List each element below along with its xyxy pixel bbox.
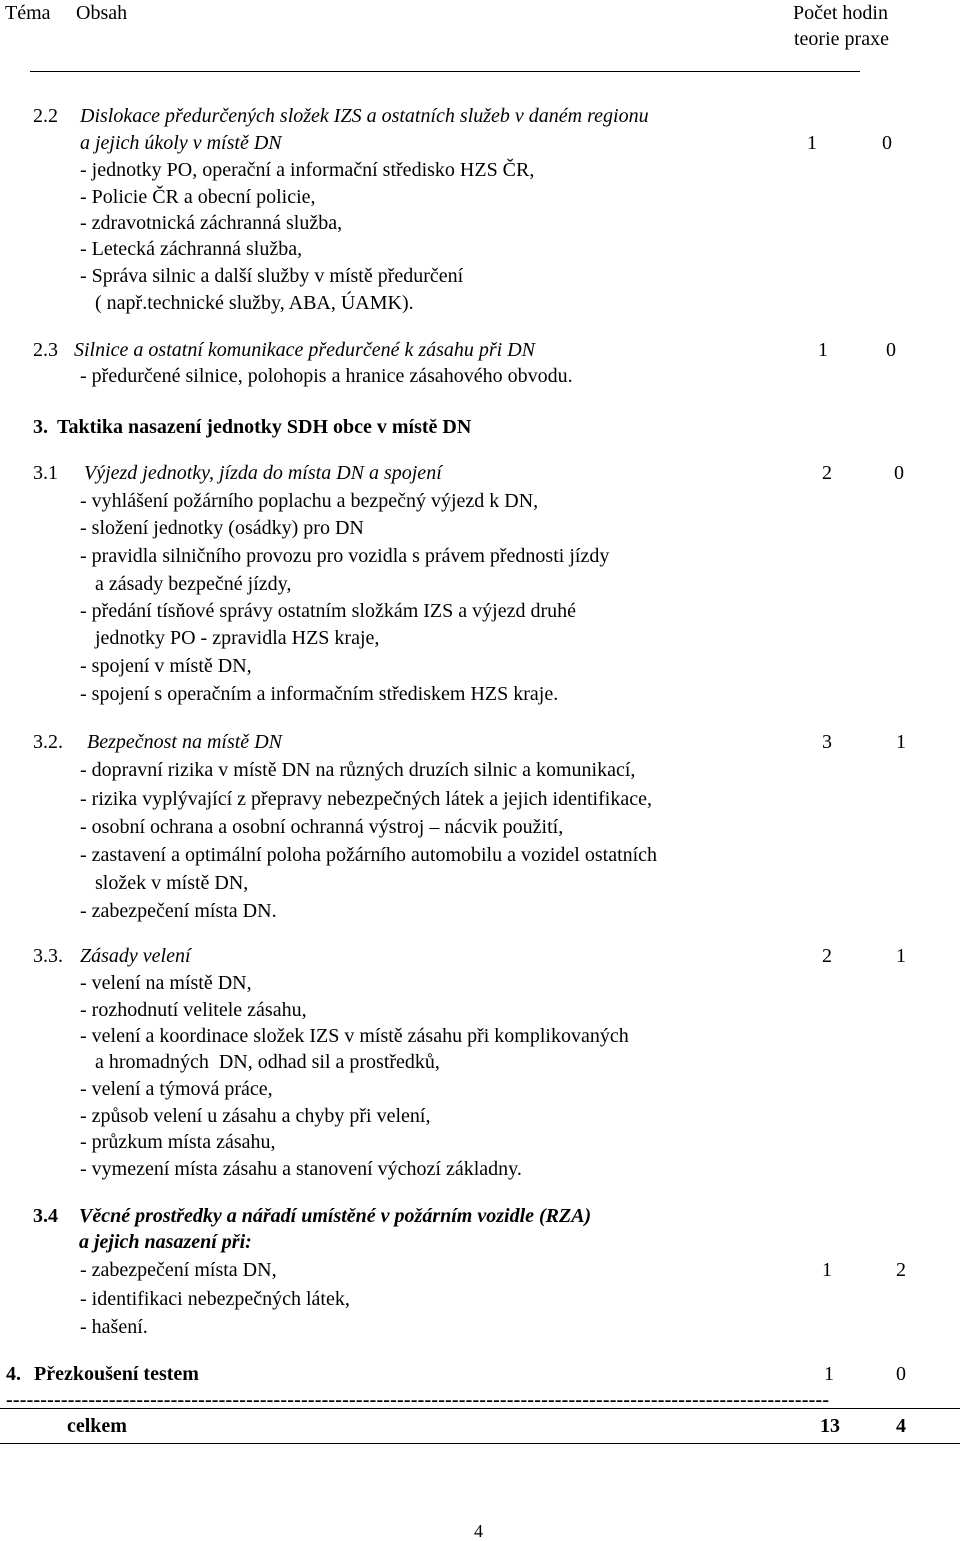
section-3-4-theory-hours: 1 [822,1259,832,1281]
list-item: - průzkum místa zásahu, [80,1131,276,1153]
list-item: - vymezení místa zásahu a stanovení výchozí základny. [80,1158,522,1180]
list-item: - velení na místě DN, [80,972,252,994]
list-item: ( např.technické služby, ABA, ÚAMK). [80,292,414,314]
list-item: - rozhodnutí velitele zásahu, [80,999,307,1021]
section-2-3-title: Silnice a ostatní komunikace předurčené k zásahu při DN [74,339,536,361]
total-theory-hours: 13 [820,1415,840,1437]
total-bottom-rule [0,1443,960,1444]
list-item: - velení a týmová práce, [80,1078,273,1100]
total-practice-hours: 4 [896,1415,906,1437]
section-3-1-theory-hours: 2 [822,462,832,484]
section-4-number: 4. [6,1363,21,1385]
list-item: - způsob velení u zásahu a chyby při velení, [80,1105,431,1127]
list-item: - zastavení a optimální poloha požárního automobilu a vozidel ostatních [80,844,658,866]
list-item: - spojení s operačním a informačním střediskem HZS kraje. [80,683,559,705]
section-4-practice-hours: 0 [896,1363,906,1385]
total-top-rule [0,1408,960,1409]
column-header-theory-practice: teorie praxe [794,28,889,50]
list-item: - zabezpečení místa DN, [80,1259,277,1281]
list-item: - hašení. [80,1316,148,1338]
section-2-2-title-line1: Dislokace předurčených složek IZS a ostatních služeb v daném regionu [80,105,649,127]
list-item: - předání tísňové správy ostatním složkám IZS a výjezd druhé [80,600,576,622]
column-header-hours: Počet hodin [793,2,888,24]
list-item: - vyhlášení požárního poplachu a bezpečný výjezd k DN, [80,490,539,512]
list-item: - pravidla silničního provozu pro vozidla s právem přednosti jízdy [80,545,610,567]
total-label: celkem [67,1415,127,1437]
section-3-1-title: Výjezd jednotky, jízda do místa DN a spojení [84,462,442,484]
section-3-number: 3. [33,416,48,438]
page-number: 4 [474,1521,483,1541]
section-3-1-practice-hours: 0 [894,462,904,484]
section-3-2-number: 3.2. [33,731,63,753]
section-3-3-practice-hours: 1 [896,945,906,967]
section-2-2-practice-hours: 0 [882,132,892,154]
list-item: - spojení v místě DN, [80,655,252,677]
section-3-2-theory-hours: 3 [822,731,832,753]
list-item: - zabezpečení místa DN. [80,900,277,922]
list-item: a hromadných DN, odhad sil a prostředků, [80,1051,440,1073]
section-2-3-number: 2.3 [33,339,58,361]
section-3-4-title-line1: Věcné prostředky a nářadí umístěné v požárním vozidle (RZA) [79,1205,592,1227]
section-2-2-number: 2.2 [33,105,58,127]
list-item: - Letecká záchranná služba, [80,238,303,260]
dashed-separator: ------------------------------------------------------------------------------------------------------------------------ [6,1390,830,1410]
list-item: a zásady bezpečné jízdy, [80,573,292,595]
list-item: - osobní ochrana a osobní ochranná výstroj – nácvik použití, [80,816,564,838]
section-4-theory-hours: 1 [824,1363,834,1385]
header-rule [30,71,860,72]
section-2-3-practice-hours: 0 [886,339,896,361]
section-2-3-theory-hours: 1 [818,339,828,361]
section-3-4-title-line2: a jejich nasazení při: [79,1231,252,1253]
list-item: složek v místě DN, [80,872,249,894]
list-item: jednotky PO - zpravidla HZS kraje, [80,627,380,649]
section-4-title: Přezkoušení testem [34,1363,199,1385]
column-header-tema: Téma [5,2,51,24]
section-3-3-title: Zásady velení [80,945,191,967]
list-item: - velení a koordinace složek IZS v místě zásahu při komplikovaných [80,1025,629,1047]
section-2-2-title-line2: a jejich úkoly v místě DN [80,132,282,154]
section-3-3-number: 3.3. [33,945,63,967]
list-item: - Správa silnic a další služby v místě předurčení [80,265,464,287]
list-item: - Policie ČR a obecní policie, [80,186,316,208]
section-3-3-theory-hours: 2 [822,945,832,967]
list-item: - rizika vyplývající z přepravy nebezpečných látek a jejich identifikace, [80,788,652,810]
list-item: - dopravní rizika v místě DN na různých druzích silnic a komunikací, [80,759,636,781]
section-2-2-theory-hours: 1 [807,132,817,154]
section-3-2-practice-hours: 1 [896,731,906,753]
section-3-1-number: 3.1 [33,462,58,484]
section-3-title: Taktika nasazení jednotky SDH obce v místě DN [57,416,472,438]
column-header-obsah: Obsah [76,2,128,24]
list-item: - identifikaci nebezpečných látek, [80,1288,350,1310]
list-item: - složení jednotky (osádky) pro DN [80,517,364,539]
list-item: - jednotky PO, operační a informační středisko HZS ČR, [80,159,535,181]
list-item: - předurčené silnice, polohopis a hranice zásahového obvodu. [80,365,573,387]
section-3-4-number: 3.4 [33,1205,58,1227]
list-item: - zdravotnická záchranná služba, [80,212,343,234]
section-3-4-practice-hours: 2 [896,1259,906,1281]
section-3-2-title: Bezpečnost na místě DN [87,731,282,753]
